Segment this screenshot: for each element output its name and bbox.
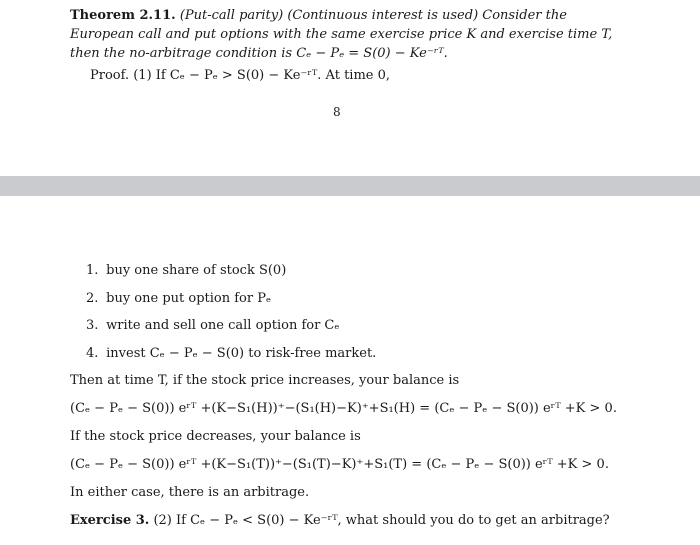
proof-line: Proof. (1) If Cₑ − Pₑ > S(0) − Ke⁻ʳᵀ. At time 0, <box>90 68 391 83</box>
exercise-label: Exercise 3. <box>70 513 150 528</box>
list-item-text: invest Cₑ − Pₑ − S(0) to risk-free market. <box>106 346 377 361</box>
document-page-lower <box>0 196 700 545</box>
list-item-text: write and sell one call option for Cₑ <box>106 318 340 333</box>
list-item-text: buy one share of stock S(0) <box>106 263 287 278</box>
theorem-text: (Put-call parity) (Continuous interest is used) Consider the European call and put options with the same exercise price K and exercise time T, then the no-arbitrage condition is Cₑ − Pₑ = S(0) − Ke⁻ʳᵀ. <box>70 8 613 61</box>
list-item-number: 4. <box>86 346 99 361</box>
theorem-label: Theorem 2.11. <box>70 8 176 23</box>
list-item-text: buy one put option for Pₑ <box>106 291 272 306</box>
list-item <box>86 262 286 280</box>
equation-increase: (Cₑ − Pₑ − S(0)) eʳᵀ +(K−S₁(H))⁺−(S₁(H)−K)⁺+S₁(H) = (Cₑ − Pₑ − S(0)) eʳᵀ +K > 0. <box>70 401 617 416</box>
equation-decrease: (Cₑ − Pₑ − S(0)) eʳᵀ +(K−S₁(T))⁺−(S₁(T)−K)⁺+S₁(T) = (Cₑ − Pₑ − S(0)) eʳᵀ +K > 0. <box>70 457 609 472</box>
list-item <box>86 290 271 308</box>
decrease-line: If the stock price decreases, your balance is <box>70 429 361 444</box>
theorem-block <box>70 6 630 63</box>
exercise-line <box>70 512 610 530</box>
list-item-number: 3. <box>86 318 99 333</box>
list-item-number: 1. <box>86 263 99 278</box>
page-separator <box>0 176 700 196</box>
list-item <box>86 317 339 335</box>
conclusion-line: In either case, there is an arbitrage. <box>70 485 310 500</box>
list-item <box>86 345 376 363</box>
page-number: 8 <box>333 105 341 119</box>
exercise-text: (2) If Cₑ − Pₑ < S(0) − Ke⁻ʳᵀ, what should you do to get an arbitrage? <box>153 513 610 528</box>
document-page-upper <box>0 0 700 176</box>
then-line: Then at time T, if the stock price increases, your balance is <box>70 373 460 388</box>
list-item-number: 2. <box>86 291 99 306</box>
